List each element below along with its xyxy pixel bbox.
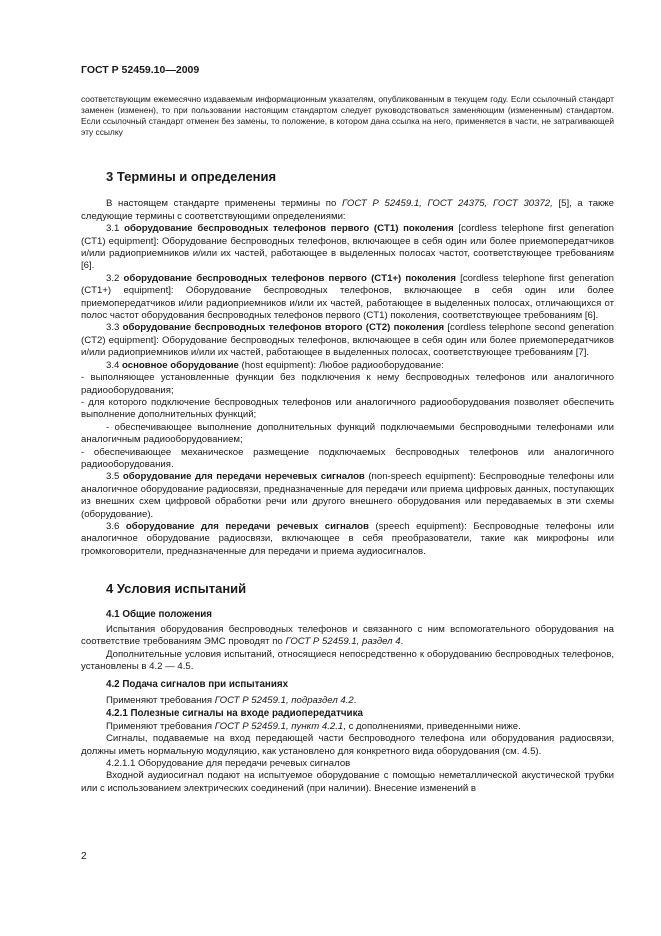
- term-number: 3.2: [106, 272, 124, 284]
- term-3-5: [81, 471, 614, 521]
- section-4-2-1-1-title: 4.2.1.1 Оборудование для передачи речевых сигналов: [106, 758, 351, 770]
- term-3-2: [81, 273, 614, 323]
- reference-link: ГОСТ Р 52459.1, пункт 4.2.1: [214, 720, 344, 732]
- term-definition: [cordless telephone second generation (CT2) equipment]: Оборудование беспроводных телефонов, включающее в себя один или более приемопередатчиков и/или радиоприемников и/или их частей, работающее в выделенных полосах, соответствующее требованиям [7].: [81, 322, 614, 359]
- section-4-1-paragraph: [81, 624, 614, 649]
- text-run: В настоящем стандарте применены термины по: [106, 198, 342, 210]
- page-header-standard: ГОСТ Р 52459.10—2009: [81, 64, 200, 76]
- term-3-4-item: - для которого подключение беспроводных телефонов или аналогичного радиооборудования позволяет обеспечить выполнение дополнительных функций;: [81, 396, 614, 421]
- text-run: Испытания оборудования беспроводных телефонов и связанного с ним вспомогательного оборудования на соответствие требованиям ЭМС проводят по: [81, 624, 614, 648]
- section-3-content: [81, 198, 614, 558]
- term-3-4: [81, 360, 614, 372]
- term-number: 3.3: [106, 322, 123, 334]
- section-4-2-title: 4.2 Подача сигналов при испытаниях: [106, 678, 289, 690]
- term-definition: [cordless telephone first generation (CT1) equipment]: Оборудование беспроводных телефонов, включающее в себя один или более приемопередатчиков и/или радиоприемников и/или их частей, работающее в выделенных полосах частот, соответствующее требованиям [6].: [81, 223, 614, 272]
- section-3-title: 3 Термины и определения: [106, 169, 277, 184]
- term-name: оборудование беспроводных телефонов первого (CT1) поколения: [124, 223, 454, 235]
- term-3-4-item: - обеспечивающее механическое размещение подключаемых беспроводных телефонов или аналогичного радиооборудования.: [81, 446, 614, 470]
- section-4-2-1-1-paragraph: Входной аудиосигнал подают на испытуемое оборудование с помощью неметаллической акустической трубки или с использованием электрических соединений (при наличии). Внесение изменений в: [81, 770, 614, 794]
- section-3-intro: [81, 198, 614, 223]
- section-4-2-1-title: 4.2.1 Полезные сигналы на входе радиопередатчика: [106, 708, 363, 720]
- term-definition: (speech equipment): Беспроводные телефоны или аналогичное оборудование радиосвязи, включающее в себя преобразователи, такие как микрофоны или громкоговорители, предназначенные для передачи и приема аудиосигналов.: [81, 520, 614, 557]
- term-3-3: [81, 322, 614, 359]
- section-4-2-1-paragraph: Сигналы, подаваемые на вход передающей части беспроводного телефона или оборудования радиосвязи, должны иметь нормальную модуляцию, как установлено для конкретного вида оборудования (см. 4.5).: [81, 733, 614, 757]
- text-run: Применяют требования: [106, 695, 215, 707]
- page-body: [81, 94, 614, 795]
- term-definition: (non-speech equipment): Беспроводные телефоны или аналогичное оборудование радиосвязи, предназначенные для передачи или приема цифровых данных, поступающих из внешних схем цифровой обработки речи или другого внешнего оборудования или передаваемых в эти схемы (оборудование).: [81, 471, 614, 520]
- term-number: 3.4: [106, 359, 123, 371]
- term-3-1: [81, 223, 614, 273]
- term-name: оборудование для передачи неречевых сигналов: [122, 471, 365, 483]
- section-4-2-1-paragraph: [81, 721, 614, 733]
- reference-link: ГОСТ Р 52459.1, подраздел 4.2: [214, 695, 354, 707]
- term-number: 3.5: [106, 471, 123, 483]
- term-definition: (host equipment): Любое радиооборудование:: [238, 359, 444, 371]
- text-run: [5], а также следующие термины с соответствующими определениями:: [81, 198, 614, 222]
- text-run: Применяют требования: [106, 720, 215, 732]
- section-4-title: 4 Условия испытаний: [106, 581, 247, 597]
- term-name: оборудование для передачи речевых сигналов: [125, 520, 369, 532]
- term-name: оборудование беспроводных телефонов первого (CT1+) поколения: [123, 272, 456, 284]
- term-name: основное оборудование: [122, 359, 239, 371]
- text-run: .: [353, 695, 357, 707]
- section-4-2-paragraph: [81, 695, 614, 707]
- term-3-4-item: - выполняющее установленные функции без подключения к нему беспроводных телефонов или аналогичного радиооборудования;: [81, 372, 614, 396]
- term-3-6: [81, 521, 614, 558]
- section-4-1-title: 4.1 Общие положения: [106, 608, 213, 620]
- page-number: 2: [81, 851, 87, 862]
- text-run: , с дополнениями, приведенными ниже.: [343, 720, 521, 732]
- reference-link: ГОСТ Р 52459.1, ГОСТ 24375, ГОСТ 30372,: [341, 198, 553, 210]
- intro-note: соответствующим ежемесячно издаваемым информационным указателям, опубликованным в текущем году. Если ссылочный стандарт заменен (изменен), то при пользовании настоящим стандартом следует руководствоваться заменяющим (измененным) стандартом. Если ссылочный стандарт отменен без замены, то положение, в котором дана ссылка на него, применяется в части, не затрагивающей эту ссылку: [81, 94, 614, 137]
- term-definition: [cordless telephone first generation (CT1+) equipment]: Оборудование беспроводных телефонов, включающее в себя один или более приемопередатчиков и/или радиоприемников и/или их частей, работающее в выделенных полосах, отличающихся от полос частот оборудования беспроводных телефонов первого (CT1) поколения, соответствующее требованиям [6].: [81, 272, 614, 322]
- term-number: 3.6: [106, 520, 126, 532]
- text-run: .: [400, 636, 404, 648]
- term-3-4-item: - обеспечивающее выполнение дополнительных функций подключаемыми беспроводными телефонами или аналогичным радиооборудованием;: [81, 421, 614, 446]
- term-name: оборудование беспроводных телефонов второго (CT2) поколения: [122, 322, 445, 334]
- section-4-1-paragraph: Дополнительные условия испытаний, относящиеся непосредственно к оборудованию беспроводных телефонов, установлены в 4.2 — 4.5.: [81, 648, 614, 673]
- term-number: 3.1: [106, 223, 125, 235]
- reference-link: ГОСТ Р 52459.1, раздел 4: [285, 636, 401, 648]
